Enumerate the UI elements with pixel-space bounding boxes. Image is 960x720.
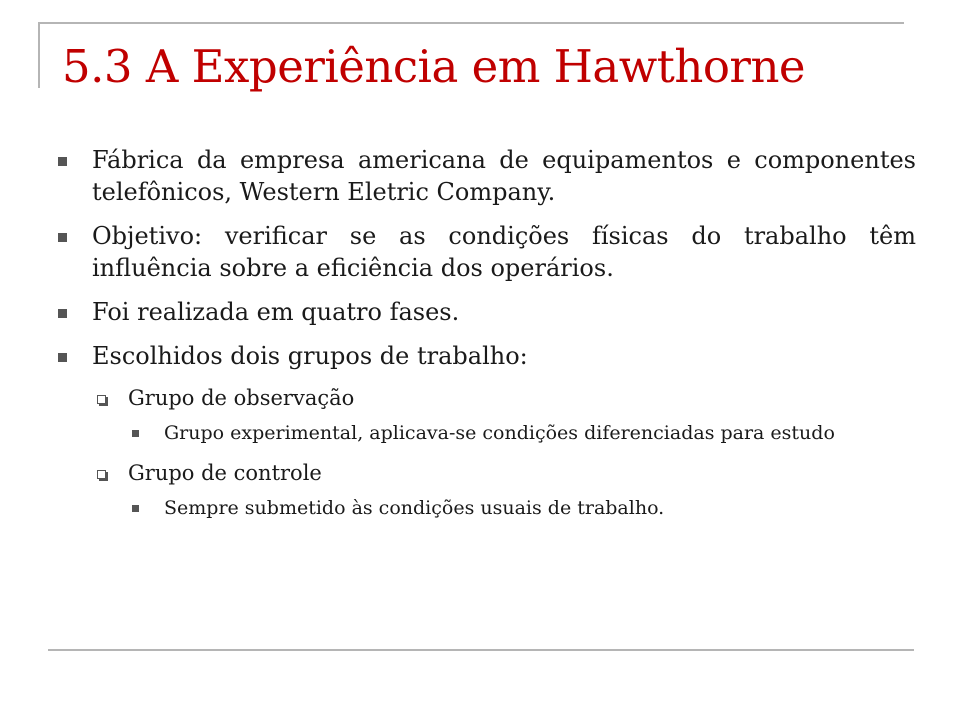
- list-item: [58, 220, 916, 284]
- sub-list-item: [58, 459, 916, 487]
- square-bullet-icon: [58, 233, 67, 242]
- list-item-text: Objetivo: verificar se as condições físicas do trabalho têm influência sobre a eficiência dos operários.: [92, 222, 916, 282]
- list-item-text: Foi realizada em quatro fases.: [92, 298, 460, 326]
- slide-title: 5.3 A Experiência em Hawthorne: [62, 40, 806, 93]
- sub-list-item-text: Grupo de controle: [128, 461, 322, 485]
- bullet-list: [58, 144, 916, 534]
- frame-bottom-line: [48, 649, 914, 651]
- square-bullet-icon: [58, 309, 67, 318]
- hollow-square-bullet-icon: [97, 470, 106, 479]
- list-item: [58, 296, 916, 328]
- sub-sub-list-item: [58, 496, 916, 521]
- frame-top-line: [38, 22, 904, 24]
- square-bullet-icon: [58, 157, 67, 166]
- sub-list-item: [58, 384, 916, 412]
- list-item-text: Escolhidos dois grupos de trabalho:: [92, 342, 528, 370]
- square-bullet-icon: [132, 430, 139, 437]
- sub-sub-list-item: [58, 421, 916, 446]
- list-item: [58, 340, 916, 372]
- square-bullet-icon: [58, 353, 67, 362]
- hollow-square-bullet-icon: [97, 395, 106, 404]
- square-bullet-icon: [132, 505, 139, 512]
- sub-sub-list-item-text: Grupo experimental, aplicava-se condições diferenciadas para estudo: [164, 422, 835, 444]
- sub-sub-list-item-text: Sempre submetido às condições usuais de trabalho.: [164, 497, 665, 519]
- sub-list-item-text: Grupo de observação: [128, 386, 355, 410]
- list-item: [58, 144, 916, 208]
- frame-left-line: [38, 22, 40, 88]
- list-item-text: Fábrica da empresa americana de equipamentos e componentes telefônicos, Western Eletric Company.: [92, 146, 916, 206]
